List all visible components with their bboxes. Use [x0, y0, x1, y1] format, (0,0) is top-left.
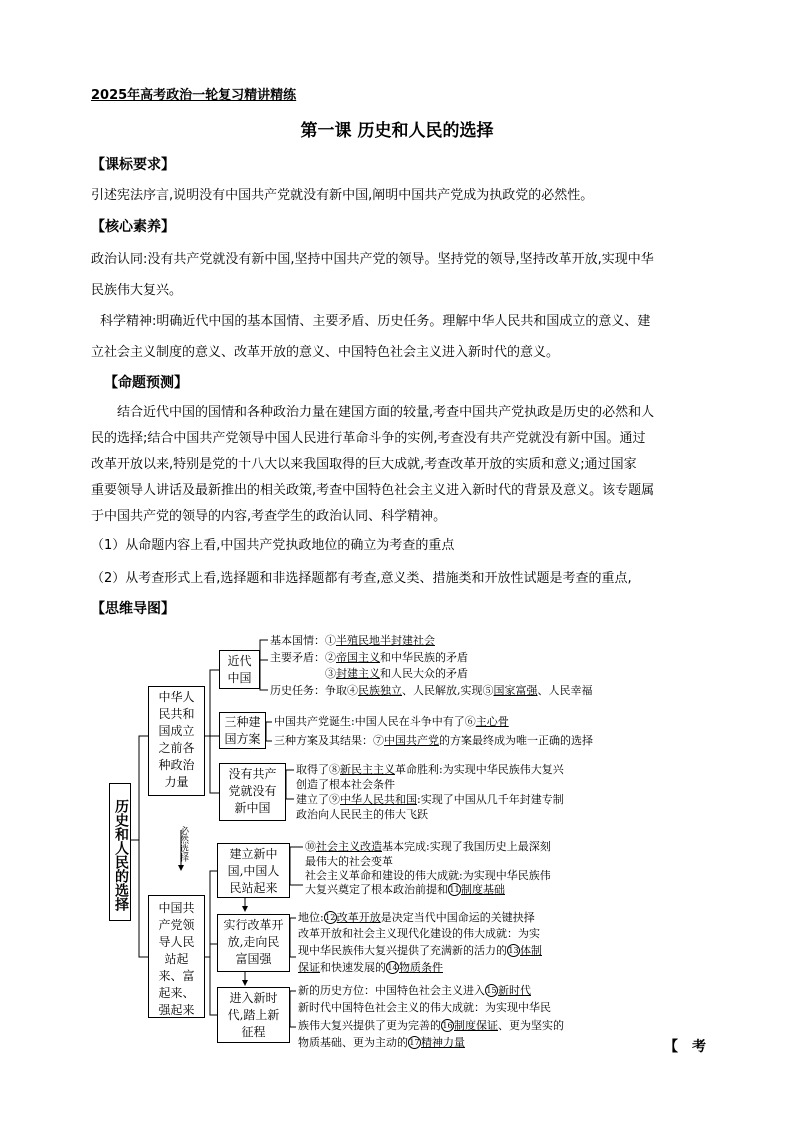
jindai-basic-condition: 基本国情：①半殖民地半封建社会	[270, 634, 435, 647]
document-header: 2025年高考政治一轮复习精讲精练	[91, 88, 297, 103]
yuce-point-2: （2）从考查形式上看,选择题和非选择题都有考查,意义类、措施类和开放性试题是考查的重点,	[91, 571, 632, 586]
meiyou-founding-prc: 建立了⑨中华人民共和国:实现了中国从几千年封建专制	[296, 793, 564, 806]
gaige-status: 地位:12改革开放是决定当代中国命运的关键抉择	[298, 911, 535, 924]
section-heading-hexin: 【核心素养】	[91, 219, 175, 235]
page-title: 第一课 历史和人民的选择	[300, 121, 494, 141]
yuce-line-5: 于中国共产党的领导的内容,考查学生的政治认同、科学精神。	[91, 509, 447, 524]
yuce-line-3: 改革开放以来,特别是党的十八大以来我国取得的巨大成就,考查改革开放的实质和意义;通过国家	[91, 457, 637, 472]
node-three-plans: 三种建国方案	[219, 712, 266, 749]
zhanqilai-socialist-transformation: ⑩社会主义改造基本完成:实现了我国历史上最深刻	[305, 840, 551, 853]
hexin-line-1: 政治认同:没有共产党就没有新中国,坚持中国共产党的领导。坚持党的领导,坚持改革开放,实现中华	[91, 252, 654, 267]
jindai-historical-task: 历史任务：争取④民族独立、人民解放,实现⑤国家富强、人民幸福	[270, 684, 593, 697]
mindmap-branch-cpc-leadership: 中国共产党领导人民站起来、富起来、强起来	[148, 895, 205, 1018]
hexin-line-2: 民族伟大复兴。	[91, 283, 183, 298]
section-heading-kebiao: 【课标要求】	[91, 157, 175, 173]
zhanqilai-achievements: 社会主义革命和建设的伟大成就:为实现中华民族伟	[305, 869, 551, 882]
node-reform-opening: 实行改革开放,走向民富国强	[217, 914, 290, 972]
meiyou-founding-prc-2: 政治向人民民主的伟大飞跃	[296, 808, 428, 821]
xinshidai-achievements: 新时代中国特色社会主义的伟大成就：为实现中华民	[298, 1001, 551, 1014]
xinshidai-achievements-2: 族伟大复兴提供了更为完善的16制度保证、更为坚实的	[298, 1019, 564, 1032]
xinshidai-achievements-3: 物质基础、更为主动的17精神力量	[298, 1036, 465, 1049]
section-heading-yuce: 【命题预测】	[104, 375, 188, 391]
node-no-cpc-no-new-china: 没有共产党就没有新中国	[219, 763, 286, 821]
sanzhong-cpc-birth: 中国共产党诞生:中国人民在斗争中有了⑥主心骨	[274, 715, 509, 728]
hexin-line-4: 立社会主义制度的意义、改革开放的意义、中国特色社会主义进入新时代的意义。	[91, 345, 560, 360]
mindmap-branch-before-1949: 中华人民共和国成立之前各种政治力量	[148, 686, 205, 796]
mindmap-root: 历史和人民的选择	[109, 783, 131, 921]
section-heading-mindmap: 【思维导图】	[91, 601, 175, 617]
yuce-line-1: 结合近代中国的国情和各种政治力量在建国方面的较量,考查中国共产党执政是历史的必然和人	[117, 405, 655, 420]
kebiao-text: 引述宪法序言,说明没有中国共产党就没有新中国,阐明中国共产党成为执政党的必然性。	[91, 188, 594, 203]
hexin-line-3: 科学精神:明确近代中国的基本国情、主要矛盾、历史任务。理解中华人民共和国成立的意义、建	[100, 314, 651, 329]
meiyou-revolution-victory: 取得了⑧新民主主义革命胜利:为实现中华民族伟大复兴	[296, 763, 564, 776]
gaige-achievements: 改革开放和社会主义现代化建设的伟大成就：为实	[298, 927, 540, 940]
zhanqilai-achievements-2: 大复兴奠定了根本政治前提和11制度基础	[305, 883, 505, 896]
gaige-achievements-3: 保证和快速发展的14物质条件	[298, 961, 443, 974]
next-section-fragment: 【 考	[664, 1039, 706, 1055]
yuce-line-2: 民的选择;结合中国共产党领导中国人民进行革命斗争的实例,考查没有共产党就没有新中国。通过	[91, 431, 646, 446]
gaige-achievements-2: 现中华民族伟大复兴提供了充满新的活力的13体制	[298, 944, 542, 957]
node-stand-up: 建立新中国,中国人民站起来	[217, 843, 290, 898]
jindai-main-contradiction: 主要矛盾：②帝国主义和中华民族的矛盾	[270, 651, 468, 664]
meiyou-revolution-victory-2: 创造了根本社会条件	[296, 778, 395, 791]
yuce-line-4: 重要领导人讲话及最新推出的相关政策,考查中国特色社会主义进入新时代的背景及意义。该专题属	[91, 483, 655, 498]
xinshidai-historical-position: 新的历史方位：中国特色社会主义进入15新时代	[298, 984, 531, 997]
node-modern-china: 近代中国	[219, 650, 260, 689]
inevitable-choice-label: 必然选择	[178, 826, 188, 862]
zhanqilai-socialist-transformation-2: 最伟大的社会变革	[305, 855, 393, 868]
yuce-point-1: （1）从命题内容上看,中国共产党执政地位的确立为考查的重点	[91, 538, 455, 553]
node-new-era: 进入新时代,踏上新征程	[217, 987, 290, 1043]
jindai-contradiction-2: ③封建主义和人民大众的矛盾	[325, 667, 468, 680]
sanzhong-three-plans-result: 三种方案及其结果：⑦中国共产党的方案最终成为唯一正确的选择	[274, 734, 593, 747]
